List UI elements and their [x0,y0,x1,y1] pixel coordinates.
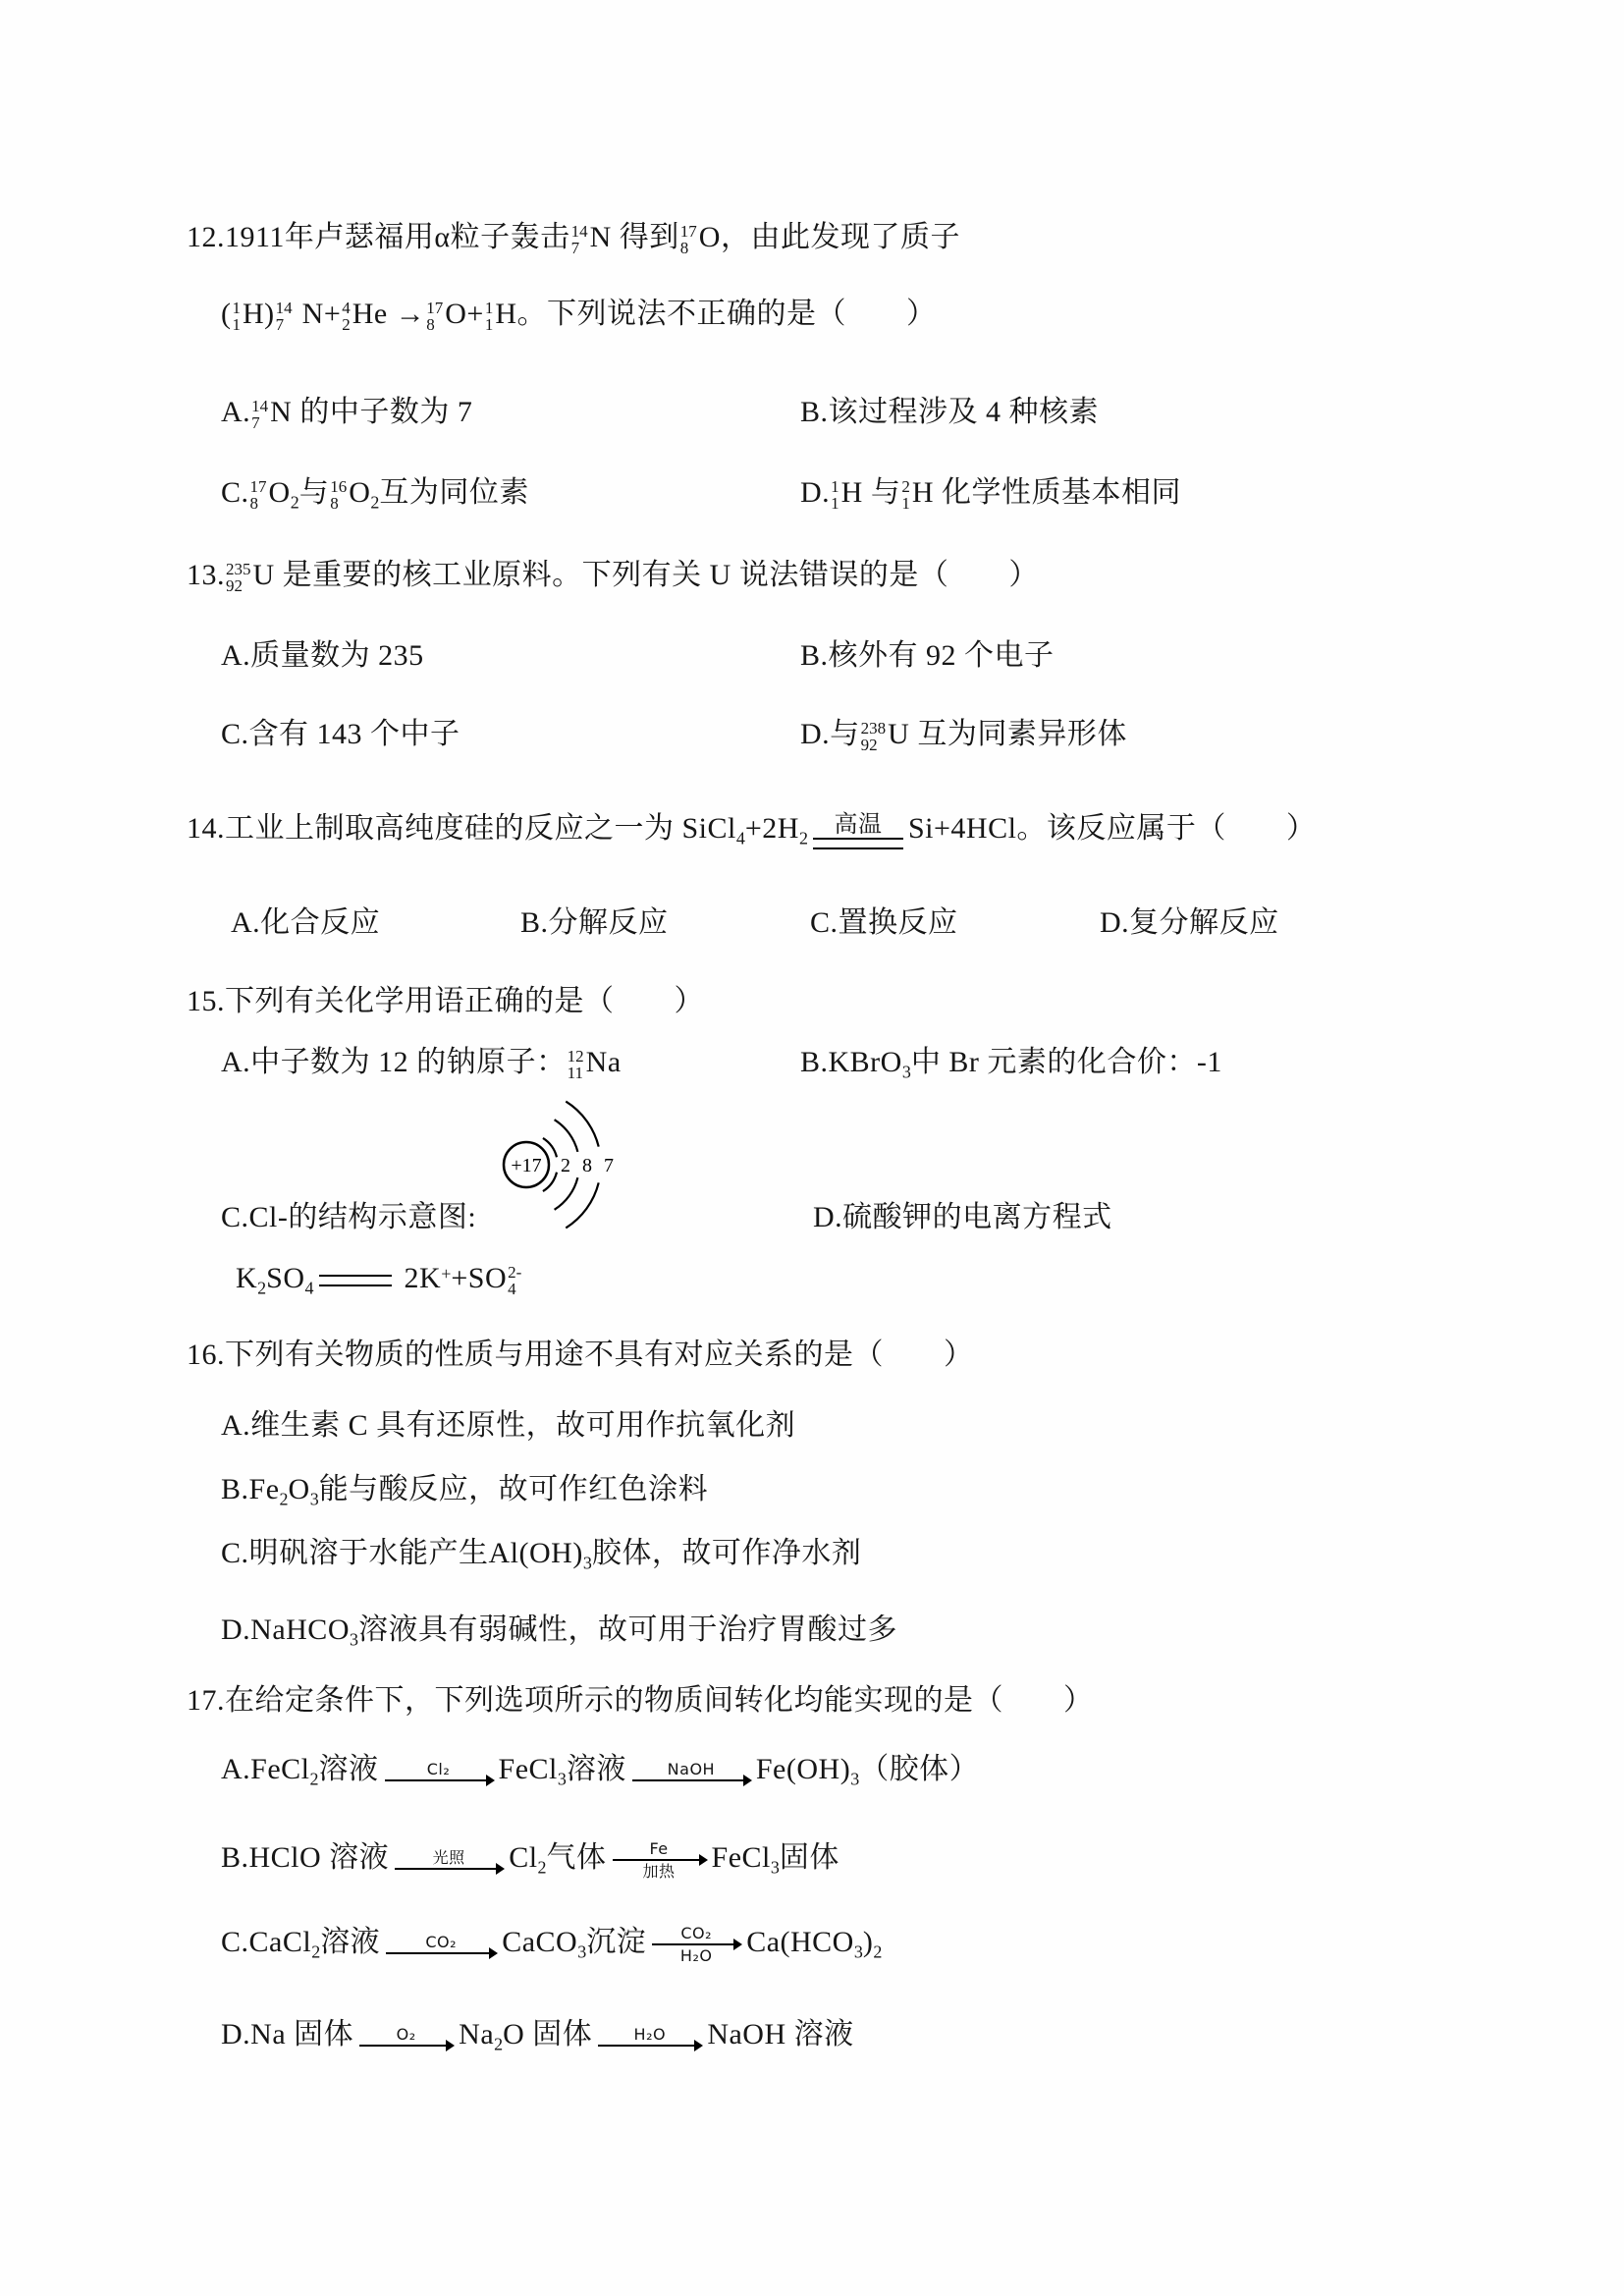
q14-stem [187,809,1316,850]
subscript: 2 [537,1857,547,1878]
text-run: Ca(HCO [746,1926,854,1958]
q16-stem [187,1336,974,1374]
reaction-arrow [652,1923,740,1965]
text-run: O+ [445,298,484,330]
text-run: ) [862,1926,874,1958]
arrow-shaft [385,1779,493,1781]
text-run: 溶液具有弱碱性，故可用于治疗胃酸过多 [358,1613,897,1646]
stack-top: 17 [679,221,697,241]
subscript: 2 [290,492,299,513]
text-run: Fe(OH) [755,1753,851,1785]
q12-option-a [221,393,472,431]
text-run: ) [264,298,275,330]
text-run: B.HClO 溶液 [221,1841,390,1874]
text-run: O [268,476,291,509]
text-run: A.维生素 C 具有还原性，故可用作抗氧化剂 [221,1409,796,1442]
text-run: C.Cl-的结构示意图: [221,1201,477,1233]
q12-stem-line2 [221,295,937,333]
stack-bottom: 8 [679,239,689,258]
arrow-condition-above: O₂ [396,2025,416,2045]
mass-number-stack [342,300,351,334]
mass-number-stack [251,398,268,432]
text-run: 能与酸反应，故可作红色涂料 [318,1473,709,1505]
q13-option-d [800,715,1127,753]
subscript: 2 [873,1941,883,1962]
stack-bottom: 92 [860,736,878,755]
q16-option-c [221,1534,861,1575]
text-run: B.Fe [221,1473,280,1505]
text-run: A.中子数为 12 的钠原子： [221,1046,567,1078]
stack-bottom: 11 [567,1064,584,1083]
text-run: 溶液 [318,1753,379,1785]
text-run: 2K [396,1262,442,1294]
arrow-condition-above: NaOH [667,1760,716,1779]
text-run: H。下列说法不正确的是（ ） [495,298,937,330]
stack-top: 1 [232,298,241,317]
q15-option-c [221,1198,476,1236]
q16-option-b [221,1470,708,1511]
stack-bottom: 7 [275,315,285,335]
q12-option-d [800,473,1181,512]
text-run: D. [800,476,831,509]
text-run: B.该过程涉及 4 种核素 [800,396,1100,428]
text-run: O [349,476,371,509]
arrow-condition-above: 光照 [432,1848,465,1868]
text-run: B.KBrO [800,1046,902,1078]
subscript: 2 [309,1769,319,1789]
q17-stem [187,1681,1094,1720]
subscript: 3 [309,1489,319,1509]
text-run: C. [221,476,249,509]
text-run: 溶液 [320,1926,381,1958]
stack-top: 1 [831,476,839,496]
text-run: O，由此发现了质子 [698,221,960,253]
atom-structure-diagram [487,1086,634,1247]
stack-bottom: 1 [232,315,241,335]
nucleus-charge: +17 [511,1155,542,1176]
text-run: CaCO [502,1926,578,1958]
text-run: C.置换反应 [810,906,958,939]
mass-number-stack [680,223,697,257]
arrow-condition-above: H₂O [633,2025,667,2045]
text-run: A.FeCl [221,1753,310,1785]
text-run: FeCl [711,1841,771,1874]
mass-number-stack [901,478,910,513]
subscript: 3 [350,1629,358,1650]
q13-option-a [221,636,424,675]
reaction-arrow [632,1762,750,1781]
equals-with-condition [813,813,903,849]
stack-top: 14 [570,221,588,241]
q14-option-a [231,903,380,942]
text-run: 12.1911年卢瑟福用α粒子轰击 [187,221,570,253]
equals-with-condition [319,1275,392,1286]
stack-bottom: 1 [901,494,910,514]
subscript: 4 [735,828,745,848]
subscript: 4 [304,1278,314,1298]
q12-option-b [800,393,1099,431]
superscript: + [441,1263,452,1284]
text-run: 沉淀 [586,1926,647,1958]
equals-condition: 高温 [834,811,883,838]
mass-number-stack [861,720,887,754]
mass-number-stack [831,478,839,513]
double-line-equals [813,838,903,849]
text-run: C.明矾溶于水能产生Al(OH) [221,1537,583,1569]
stack-bottom: 2 [342,315,351,335]
shell-electrons-1: 2 [561,1155,570,1176]
q17-option-d [221,2015,854,2056]
text-run: Na [585,1046,622,1078]
text-run: D.Na 固体 [221,2018,354,2050]
q13-option-c [221,715,460,753]
subscript: 2 [494,2034,504,2054]
arrow-shaft [598,2045,701,2047]
text-run: D.复分解反应 [1100,906,1279,939]
q17-option-b [221,1838,839,1880]
text-run: FeCl [498,1753,558,1785]
q16-option-d [221,1611,897,1652]
text-run: 与 [298,476,330,509]
q16-option-a [221,1406,795,1445]
text-run: Na [459,2018,495,2050]
stack-bottom: 1 [831,494,839,514]
subscript: 2 [798,828,808,848]
reaction-arrow [359,2027,453,2047]
mass-number-stack [508,1264,521,1298]
text-run: +2H [744,812,799,845]
stack-bottom: 8 [330,494,339,514]
text-run: 气体 [546,1841,607,1874]
stack-top: 14 [275,298,293,317]
text-run: B.核外有 92 个电子 [800,639,1055,672]
stack-bottom: 4 [508,1280,516,1299]
stack-bottom: 8 [426,315,435,335]
arrow-shaft [395,1868,503,1870]
text-run: SO [266,1262,305,1294]
text-run: O 固体 [503,2018,593,2050]
text-run: He → [352,298,426,330]
text-run: H 与 [840,476,901,509]
q13-option-b [800,636,1055,675]
text-run: 13. [187,559,225,591]
text-run: （胶体） [859,1753,980,1785]
q14-option-d [1100,903,1279,942]
mass-number-stack [276,300,293,334]
subscript: 3 [577,1941,587,1962]
text-run: D.NaHCO [221,1613,350,1646]
mass-number-stack [426,300,443,334]
text-run: D.硫酸钾的电离方程式 [813,1201,1112,1233]
subscript: 3 [582,1553,592,1573]
reaction-arrow [395,1850,503,1870]
arrow-condition-above: CO₂ [425,1933,458,1952]
stack-top: 2 [901,476,910,496]
subscript: 3 [770,1857,780,1878]
text-run: Si+4HCl。该反应属于（ ） [907,812,1317,845]
stack-top: 235 [226,559,251,578]
subscript: 2 [311,1941,321,1962]
subscript: 2 [279,1489,289,1509]
text-run: H [243,298,265,330]
stack-top: 238 [860,718,887,738]
subscript: 2 [257,1278,267,1298]
q15-option-d [813,1198,1112,1236]
text-run: H 化学性质基本相同 [911,476,1182,509]
text-run: C.含有 143 个中子 [221,718,460,750]
subscript: 3 [557,1769,567,1789]
text-run: N 的中子数为 7 [270,396,473,428]
mass-number-stack [233,300,242,334]
q15-ionization-equation [236,1259,523,1300]
shell-electrons-2: 8 [582,1155,592,1176]
q17-option-a [221,1750,979,1791]
text-run: 互为同位素 [379,476,529,509]
q14-option-c [810,903,958,942]
stack-top: 12 [567,1046,584,1066]
q15-option-a [221,1043,622,1081]
arrow-condition-below: H₂O [679,1945,713,1965]
text-run: D.与 [800,718,860,750]
arrow-condition-above: Cl₂ [426,1760,451,1779]
mass-number-stack [330,478,347,513]
stack-top: 17 [249,476,267,496]
arrow-shaft [386,1952,496,1954]
q12-option-c [221,473,529,515]
stack-bottom: 7 [570,239,580,258]
q15-stem [187,982,704,1020]
text-run: A.质量数为 235 [221,639,424,672]
subscript: 3 [853,1941,863,1962]
text-run: B.分解反应 [520,906,669,939]
subscript: 3 [850,1769,860,1789]
text-run: 14.工业上制取高纯度硅的反应之一为 SiCl [187,812,736,845]
stack-top: 4 [342,298,351,317]
arrow-shaft [359,2045,453,2047]
stack-bottom: 1 [484,315,494,335]
text-run: 15.下列有关化学用语正确的是（ ） [187,985,704,1017]
stack-top: 1 [484,298,494,317]
text-run: 胶体，故可作净水剂 [591,1537,862,1569]
arrow-shaft [613,1859,706,1861]
text-run: 中 Br 元素的化合价：-1 [910,1046,1222,1078]
arrow-condition-above: Fe [649,1838,669,1858]
arrow-shaft [652,1943,740,1945]
text-run: 16.下列有关物质的性质与用途不具有对应关系的是（ ） [187,1339,974,1371]
mass-number-stack [571,223,588,257]
arrow-shaft [632,1779,750,1781]
stack-bottom: 7 [251,413,260,433]
q13-stem [187,556,1039,594]
text-run: O [288,1473,310,1505]
shell-electrons-3: 7 [604,1155,614,1176]
text-run: 17.在给定条件下，下列选项所示的物质间转化均能实现的是（ ） [187,1684,1094,1717]
mass-number-stack [226,561,251,595]
subscript: 2 [370,492,380,513]
text-run: 溶液 [566,1753,626,1785]
mass-number-stack [250,478,267,513]
text-run: ( [221,298,232,330]
reaction-arrow [385,1762,493,1781]
arrow-condition-above: CO₂ [680,1923,713,1942]
text-run: N 得到 [589,221,679,253]
q15-option-b [800,1043,1222,1084]
arrow-condition-below: 加热 [642,1861,676,1881]
reaction-arrow [386,1935,496,1954]
stack-bottom: 8 [249,494,259,514]
text-run: NaOH 溶液 [707,2018,854,2050]
reaction-arrow [613,1838,706,1881]
text-run: N+ [294,298,342,330]
stack-top: 17 [426,298,444,317]
stack-bottom: 92 [226,576,243,596]
mass-number-stack [485,300,494,334]
text-run: K [236,1262,258,1294]
stack-top: 14 [251,396,269,415]
q12-stem-line1 [187,218,960,256]
stack-top: 2- [508,1262,522,1282]
stack-top: 16 [330,476,348,496]
subscript: 3 [901,1062,911,1082]
reaction-arrow [598,2027,701,2047]
text-run: C.CaCl [221,1926,312,1958]
q17-option-c [221,1923,882,1964]
text-run: Cl [509,1841,538,1874]
text-run: 固体 [779,1841,839,1874]
text-run: U 是重要的核工业原料。下列有关 U 说法错误的是（ ） [252,559,1039,591]
double-line-equals [319,1275,392,1286]
text-run: +SO [451,1262,508,1294]
text-run: A.化合反应 [231,906,381,939]
mass-number-stack [568,1048,584,1082]
text-run: U 互为同素异形体 [888,718,1127,750]
text-run: A. [221,396,251,428]
q14-option-b [520,903,669,942]
